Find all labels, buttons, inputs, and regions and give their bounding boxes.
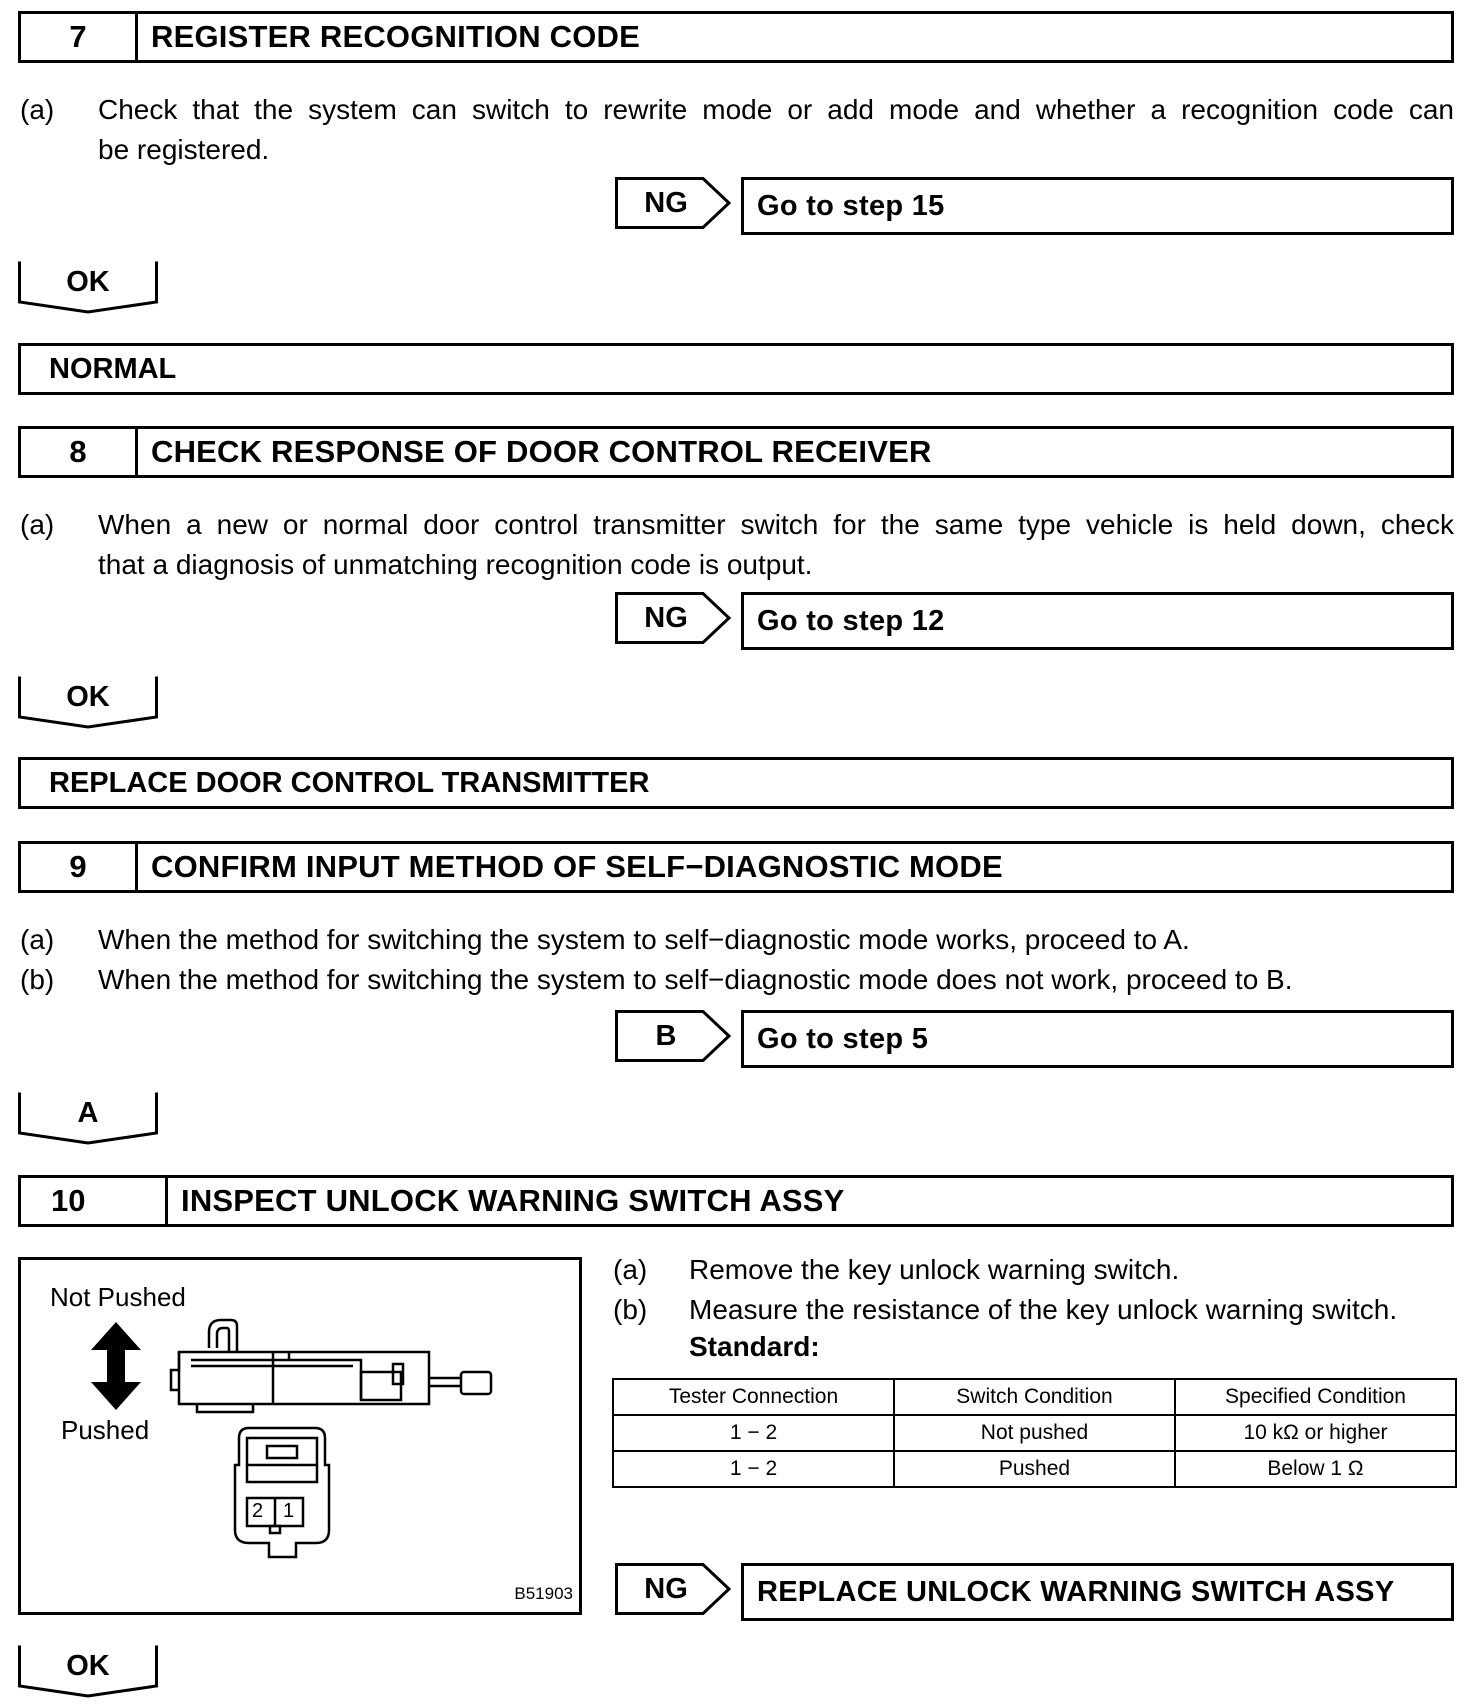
ng-label: NG <box>644 601 688 634</box>
go-to-step-15-link[interactable]: Go to step 15 <box>741 177 1454 235</box>
step-7-result: NORMAL <box>18 343 1454 395</box>
step-number: 7 <box>21 14 138 60</box>
step-9-instruction-a <box>20 920 1454 960</box>
standard-label: Standard: <box>689 1331 820 1362</box>
ng-label: NG <box>644 1572 688 1605</box>
instruction-text: Measure the resistance of the key unlock warning switch. <box>689 1294 1398 1325</box>
item-label: (b) <box>20 964 55 995</box>
step-title: REGISTER RECOGNITION CODE <box>151 19 640 54</box>
step-10-header <box>18 1175 1454 1227</box>
pin-2-label: 2 <box>252 1500 264 1522</box>
instruction-line-2: that a diagnosis of unmatching recognition code is output. <box>98 549 813 580</box>
a-label: A <box>77 1096 99 1129</box>
go-to-step-5-link[interactable]: Go to step 5 <box>741 1010 1454 1068</box>
step-10-ok-tab[interactable] <box>18 1644 158 1698</box>
step-title: INSPECT UNLOCK WARNING SWITCH ASSY <box>181 1183 845 1218</box>
step-9-b-branch <box>615 1010 1454 1062</box>
double-arrow-icon <box>91 1322 141 1410</box>
step-7-ng-branch <box>615 177 1454 229</box>
step-number: 8 <box>21 429 138 475</box>
figure-code: B51903 <box>514 1584 573 1603</box>
instruction-text: Remove the key unlock warning switch. <box>689 1254 1180 1285</box>
switch-drawing <box>21 1260 581 1612</box>
table-cell: 10 kΩ or higher <box>1175 1415 1456 1451</box>
step-10-instruction-b <box>613 1290 1454 1330</box>
step-8-header <box>18 426 1454 478</box>
instruction-line-1: When a new or normal door control transmitter switch for the same type vehicle is held down, check <box>98 509 1454 540</box>
go-to-step-12-link[interactable]: Go to step 12 <box>741 592 1454 650</box>
step-number: 9 <box>21 844 138 890</box>
ok-label: OK <box>66 680 110 713</box>
table-cell: Below 1 Ω <box>1175 1451 1456 1487</box>
step-9-header <box>18 841 1454 893</box>
step-10-instruction-a <box>613 1250 1454 1290</box>
item-label: (b) <box>613 1294 648 1325</box>
column-header: Tester Connection <box>613 1379 894 1415</box>
step-7-ok-tab[interactable] <box>18 260 158 314</box>
step-8-result: REPLACE DOOR CONTROL TRANSMITTER <box>18 757 1454 809</box>
step-7-header <box>18 11 1454 63</box>
replace-switch-link[interactable]: REPLACE UNLOCK WARNING SWITCH ASSY <box>741 1563 1454 1621</box>
not-pushed-label: Not Pushed <box>50 1282 186 1312</box>
table-header-row <box>613 1379 1456 1415</box>
step-title: CHECK RESPONSE OF DOOR CONTROL RECEIVER <box>151 434 932 469</box>
column-header: Switch Condition <box>894 1379 1175 1415</box>
instruction-line-2: be registered. <box>98 134 270 165</box>
b-code-tag <box>615 1010 733 1062</box>
ok-label: OK <box>66 1649 110 1682</box>
table-cell: Not pushed <box>894 1415 1175 1451</box>
table-row <box>613 1415 1456 1451</box>
pin-1-label: 1 <box>283 1500 295 1522</box>
step-number: 10 <box>21 1178 168 1224</box>
item-label: (a) <box>20 509 55 540</box>
step-8-instruction-a <box>20 505 1454 585</box>
specification-table <box>612 1378 1457 1488</box>
table-cell: 1 − 2 <box>613 1415 894 1451</box>
table-cell: 1 − 2 <box>613 1451 894 1487</box>
column-header: Specified Condition <box>1175 1379 1456 1415</box>
item-label: (a) <box>20 924 55 955</box>
pushed-label: Pushed <box>61 1415 150 1445</box>
step-9-a-tab[interactable] <box>18 1091 158 1145</box>
step-8-ok-tab[interactable] <box>18 675 158 729</box>
step-title: CONFIRM INPUT METHOD OF SELF−DIAGNOSTIC MODE <box>151 849 1003 884</box>
table-cell: Pushed <box>894 1451 1175 1487</box>
step-7-instruction-a <box>20 90 1454 170</box>
table-row <box>613 1451 1456 1487</box>
item-label: (a) <box>613 1254 648 1285</box>
step-9-instruction-b <box>20 960 1454 1000</box>
switch-side-view-icon <box>171 1320 491 1412</box>
instruction-text: When the method for switching the system to self−diagnostic mode does not work, proceed to B. <box>98 964 1293 995</box>
step-8-ng-branch <box>615 592 1454 644</box>
instruction-text: When the method for switching the system to self−diagnostic mode works, proceed to A. <box>98 924 1190 955</box>
ng-code-tag <box>615 177 733 229</box>
switch-figure <box>18 1257 582 1615</box>
ng-code-tag <box>615 592 733 644</box>
ok-label: OK <box>66 265 110 298</box>
ng-code-tag <box>615 1563 733 1615</box>
item-label: (a) <box>20 94 55 125</box>
instruction-line-1: Check that the system can switch to rewrite mode or add mode and whether a recognition code can <box>98 94 1454 125</box>
step-10-ng-branch <box>615 1563 1454 1615</box>
ng-label: NG <box>644 186 688 219</box>
b-label: B <box>655 1019 677 1052</box>
connector-front-view-icon <box>235 1428 329 1557</box>
